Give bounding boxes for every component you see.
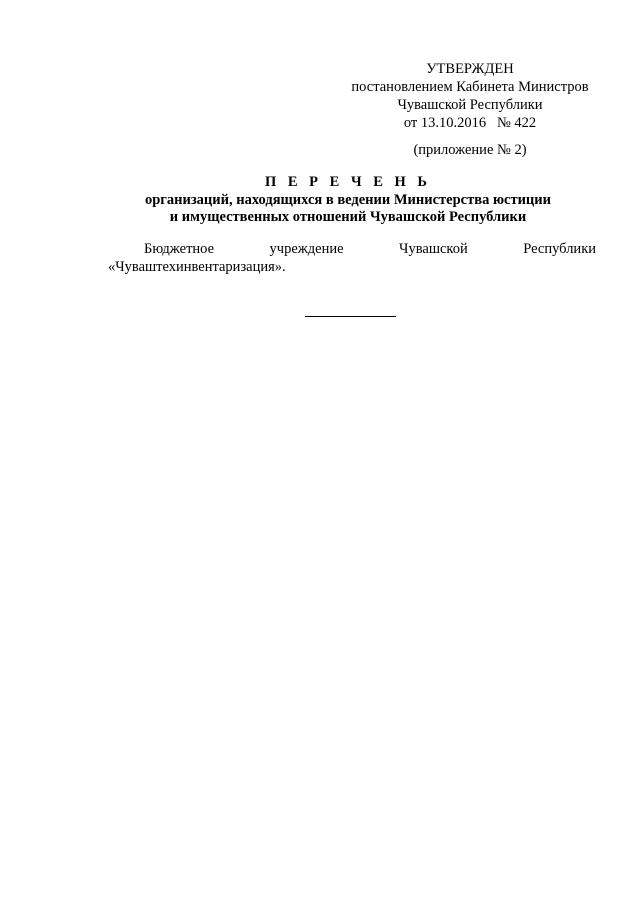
- title-line-1: организаций, находящихся в ведении Министерства юстиции: [144, 192, 551, 208]
- body-paragraph: Бюджетное учреждение Чувашской Республики «Чуваштехинвентаризация».: [108, 241, 596, 275]
- approval-line-2: Чувашской Республики: [397, 97, 543, 113]
- approval-status: УТВЕРЖДЕН: [426, 61, 514, 77]
- approval-block: [340, 60, 600, 132]
- appendix-note: (приложение № 2): [413, 142, 527, 158]
- title-block: [92, 174, 604, 226]
- approval-line-1: постановлением Кабинета Министров: [351, 79, 589, 95]
- title-line-2: и имущественных отношений Чувашской Республики: [169, 209, 527, 225]
- divider-line: [305, 316, 396, 317]
- approval-date-number: от 13.10.2016 № 422: [403, 115, 537, 131]
- document-title: П Е Р Е Ч Е Н Ь: [264, 174, 432, 190]
